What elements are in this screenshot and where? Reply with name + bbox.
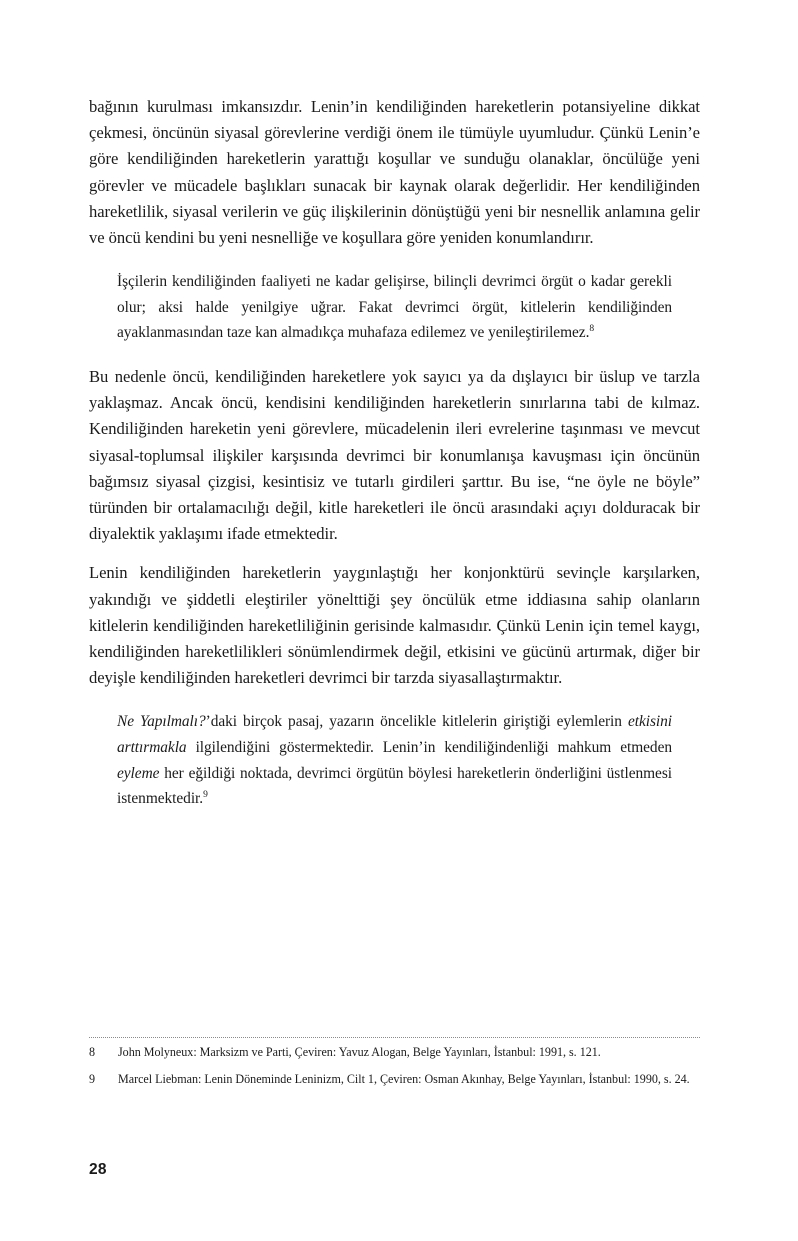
footnote-marker-8[interactable]: 8 [589,323,595,335]
quote2-plain-3: her eğildiği noktada, devrimci örgütün böylesi hareketlerin önderliğini üstlenmesi istenmektedir. [117,764,672,808]
page-content [89,94,700,825]
quote2-italic-phrase: etkisini arttırmakla [117,713,672,757]
footnote-section [89,1037,700,1088]
blockquote-molyneux [117,269,672,346]
blockquote-ne-yapilmali-text [117,709,672,811]
body-paragraph-3: Lenin kendiliğinden hareketlerin yaygınlaştığı her konjonktürü sevinçle karşılarken, yakındığı ve şiddetli eleştiriler yönelttiği şey öncülük etme iddiasına sahip olanların kitlelerin kendiliğinden hareketliliğinin gerisinde kalmasıdır. Çünkü Lenin için temel kaygı, kendiliğinden hareketlilikleri sönümlendirmek değil, etkisini ve gücünü artırmak, diğer bir deyişle kendiliğinden hareketleri devrimci bir tarzda siyasallaştırmaktır. [89,563,700,688]
page-number: 28 [89,1161,107,1178]
footnote-text-8: John Molyneux: Marksizm ve Parti, Çeviren: Yavuz Alogan, Belge Yayınları, İstanbul: 1991, s. 121. [118,1045,601,1059]
quote2-plain-1: ’daki birçok pasaj, yazarın öncelikle kitlelerin giriştiği eylemlerin [205,713,628,731]
body-paragraph-1: bağının kurulması imkansızdır. Lenin’in kendiliğinden hareketlerin potansiyeline dikkat çekmesi, öncünün siyasal görevlerine verdiği önem ile tümüyle uyumludur. Çünkü Lenin’e göre kendiliğinden hareketlerin yarattığı koşullar ve sunduğu olanaklar, öncülüğe yeni görevler ve mücadele başlıkları sunacak bir kaynak olarak değerlidir. Her kendiliğinden hareketlilik, siyasal verilerin ve güç ilişkilerinin dönüştüğü yeni bir nesnellik anlamına gelir ve öncü kendini bu yeni nesnelliğe ve koşullara göre yeniden konumlandırır. [89,97,700,248]
footnote-number-8: 8 [89,1045,96,1059]
footnote-separator-rule [89,1037,700,1038]
footnote-item-8 [89,1044,700,1062]
footnote-number-9: 9 [89,1071,96,1086]
footnote-text-9: Marcel Liebman: Lenin Döneminde Leninizm, Cilt 1, Çeviren: Osman Akınhay, Belge Yayınları, İstanbul: 1990, s. 24. [118,1071,690,1086]
footnote-item-9 [89,1071,700,1089]
quote2-italic-title: Ne Yapılmalı? [117,713,206,731]
body-paragraph-2: Bu nedenle öncü, kendiliğinden hareketlere yok sayıcı ya da dışlayıcı bir üslup ve tarzla yaklaşmaz. Ancak öncü, kendisini kendiliğinden hareketlerin sınırlarına tabi de kılmaz. Kendiliğinden hareketin yeni görevlere, mücadelenin ileri evrelerine taşınması ve mevcut siyasal-toplumsal ilişkiler karşısında devrimci bir konumlanışa kavuşması için öncünün bağımsız siyasal çizgisi, kesintisiz ve tutarlı girdileri şarttır. Bu ise, “ne öyle ne böyle” türünden bir ortalamacılığı değil, kitle hareketleri ile öncü arasındaki açıyı dolduracak bir diyalektik yaklaşımı ifade etmektedir. [89,367,700,544]
quote2-plain-2: ilgilendiğini göstermektedir. Lenin’in kendiliğindenliği mahkum etmeden [186,739,672,757]
quote2-italic-word: eyleme [117,764,160,782]
blockquote-ne-yapilmali [117,709,672,811]
blockquote-molyneux-text [117,269,672,346]
blockquote-molyneux-body: İşçilerin kendiliğinden faaliyeti ne kadar gelişirse, bilinçli devrimci örgüt o kadar gerekli olur; aksi halde yenilgiye uğrar. Fakat devrimci örgüt, kitlelerin kendiliğinden ayaklanmasından taze kan almadıkça muhafaza edilemez ve yenileştirilemez. [117,273,672,342]
footnote-marker-9[interactable]: 9 [203,789,208,801]
